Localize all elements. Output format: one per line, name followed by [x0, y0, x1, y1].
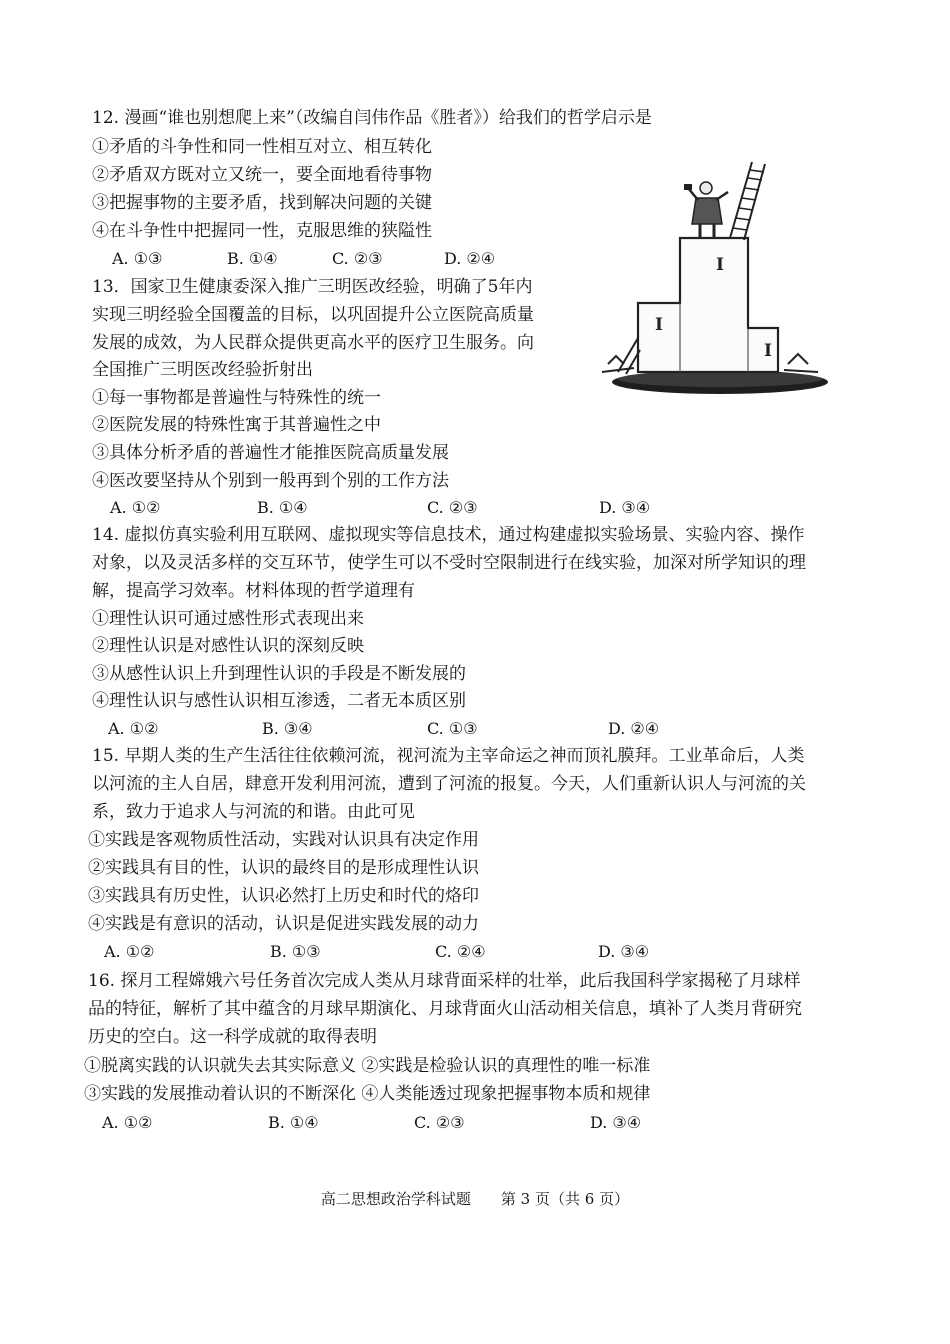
q12-stem: 12. 漫画“谁也别想爬上来”（改编自闫伟作品《胜者》）给我们的哲学启示是 — [92, 108, 652, 128]
q12-item-3: ③把握事物的主要矛盾，找到解决问题的关键 — [92, 193, 432, 213]
q14-item-4: ④理性认识与感性认识相互渗透，二者无本质区别 — [92, 691, 466, 711]
q12-option-c: C. ②③ — [332, 249, 383, 268]
q12-item-1: ①矛盾的斗争性和同一性相互对立、相互转化 — [92, 137, 432, 157]
q16-option-a: A. ①② — [102, 1113, 153, 1132]
q16-stem-line-2: 品的特征，解析了其中蕴含的月球早期演化、月球背面火山活动相关信息，填补了人类月背研究 — [88, 999, 802, 1019]
q12-option-a: A. ①③ — [112, 249, 163, 268]
q13-stem-line-3: 发展的成效，为人民群众提供更高水平的医疗卫生服务。向 — [92, 333, 534, 353]
podium-label-first: I — [716, 255, 724, 275]
q14-stem-line-2: 对象，以及灵活多样的交互环节，使学生可以不受时空限制进行在线实验，加深对所学知识的理 — [92, 553, 806, 573]
q13-option-c: C. ②③ — [427, 498, 478, 517]
q12-option-d: D. ②④ — [444, 249, 496, 268]
q15-option-c: C. ②④ — [435, 942, 486, 961]
q16-stem-line-1: 16. 探月工程嫦娥六号任务首次完成人类从月球背面采样的壮举，此后我国科学家揭秘了月球样 — [88, 971, 801, 991]
q15-option-d: D. ③④ — [598, 942, 650, 961]
q12-item-2: ②矛盾双方既对立又统一，要全面地看待事物 — [92, 165, 432, 185]
page-footer: 高二思想政治学科试题 第 3 页（共 6 页） — [320, 1190, 630, 1208]
q14-stem-line-1: 14. 虚拟仿真实验利用互联网、虚拟现实等信息技术，通过构建虚拟实验场景、实验内容、操作 — [92, 525, 805, 545]
q15-item-1: ①实践是客观物质性活动，实践对认识具有决定作用 — [88, 830, 479, 850]
podium-label-third: I — [764, 341, 772, 361]
q15-item-2: ②实践具有目的性，认识的最终目的是形成理性认识 — [88, 858, 479, 878]
q15-option-a: A. ①② — [104, 942, 155, 961]
q15-stem-line-2: 以河流的主人自居，肆意开发利用河流，遭到了河流的报复。今天，人们重新认识人与河流的关 — [92, 774, 806, 794]
q15-stem-line-3: 系，致力于追求人与河流的和谐。由此可见 — [92, 802, 415, 822]
q16-items-line-2: ③实践的发展推动着认识的不断深化 ④人类能透过现象把握事物本质和规律 — [84, 1084, 651, 1104]
q14-item-2: ②理性认识是对感性认识的深刻反映 — [92, 636, 364, 656]
person-icon — [684, 182, 728, 238]
podium-label-second: I — [655, 315, 663, 335]
q13-option-b: B. ①④ — [257, 498, 308, 517]
q13-item-1: ①每一事物都是普遍性与特殊性的统一 — [92, 388, 381, 408]
podium-cartoon-illustration — [588, 158, 833, 400]
q14-item-3: ③从感性认识上升到理性认识的手段是不断发展的 — [92, 664, 466, 684]
q14-item-1: ①理性认识可通过感性形式表现出来 — [92, 609, 364, 629]
q14-stem-line-3: 解，提高学习效率。材料体现的哲学道理有 — [92, 581, 415, 601]
q13-item-2: ②医院发展的特殊性寓于其普遍性之中 — [92, 415, 381, 435]
q14-option-c: C. ①③ — [427, 719, 478, 738]
q15-stem-line-1: 15. 早期人类的生产生活往往依赖河流，视河流为主宰命运之神而顶礼膜拜。工业革命后，人类 — [92, 746, 805, 766]
q15-option-b: B. ①③ — [270, 942, 321, 961]
q13-stem-line-2: 实现三明经验全国覆盖的目标，以巩固提升公立医院高质量 — [92, 305, 534, 325]
q12-option-b: B. ①④ — [227, 249, 278, 268]
q16-option-b: B. ①④ — [268, 1113, 319, 1132]
q14-option-b: B. ③④ — [262, 719, 313, 738]
q13-option-a: A. ①② — [110, 498, 161, 517]
q15-item-3: ③实践具有历史性，认识必然打上历史和时代的烙印 — [88, 886, 479, 906]
q12-item-4: ④在斗争性中把握同一性，克服思维的狭隘性 — [92, 221, 432, 241]
q13-stem-line-4: 全国推广三明医改经验折射出 — [92, 360, 313, 380]
q13-item-4: ④医改要坚持从个别到一般再到个别的工作方法 — [92, 471, 449, 491]
q16-stem-line-3: 历史的空白。这一科学成就的取得表明 — [88, 1027, 377, 1047]
q16-option-d: D. ③④ — [590, 1113, 642, 1132]
q13-option-d: D. ③④ — [599, 498, 651, 517]
q16-items-line-1: ①脱离实践的认识就失去其实际意义 ②实践是检验认识的真理性的唯一标准 — [84, 1056, 651, 1076]
q14-option-a: A. ①② — [108, 719, 159, 738]
q13-item-3: ③具体分析矛盾的普遍性才能推医院高质量发展 — [92, 443, 449, 463]
q13-stem-line-1: 13．国家卫生健康委深入推广三明医改经验，明确了5年内 — [92, 277, 533, 297]
q16-option-c: C. ②③ — [414, 1113, 465, 1132]
q14-option-d: D. ②④ — [608, 719, 660, 738]
q15-item-4: ④实践是有意识的活动，认识是促进实践发展的动力 — [88, 914, 479, 934]
